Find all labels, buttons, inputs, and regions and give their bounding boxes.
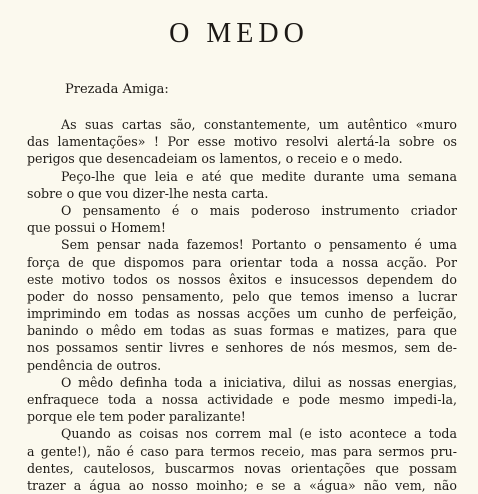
page-title: O MEDO <box>169 18 309 49</box>
salutation: Prezada Amiga: <box>65 82 169 97</box>
letter-body <box>27 116 457 494</box>
text-line: que possui o Homem! <box>27 220 166 236</box>
text-line: este motivo todos os nossos êxitos e insucessos dependem do <box>27 271 457 287</box>
text-line: perigos que desencadeiam os lamentos, o receio e o medo. <box>27 151 403 167</box>
paragraph <box>27 374 457 426</box>
text-line: imprimindo em todas as nossas acções um cunho de perfeição, <box>27 306 457 322</box>
text-line: pendência de outros. <box>27 357 162 373</box>
text-line: trazer a água ao nosso moinho; e se a «água» não vem, não <box>27 478 457 494</box>
text-line: dentes, cautelosos, buscarmos novas orientações que possam <box>27 460 457 476</box>
text-line: força de que dispomos para orientar toda a nossa acção. Por <box>27 254 457 270</box>
text-line: As suas cartas são, constantemente, um autêntico «muro <box>61 117 457 132</box>
text-line: poder do nosso pensamento, pelo que temos imenso a lucrar <box>27 288 457 304</box>
paragraph <box>27 116 457 168</box>
text-line: O pensamento é o mais poderoso instrumento criador <box>61 202 457 218</box>
text-line: Peço-lhe que leia e até que medite durante uma semana <box>61 168 457 184</box>
paragraph <box>27 202 457 236</box>
text-line: a gente!), não é caso para termos receio, mas para sermos pru- <box>27 443 457 459</box>
text-line: enfraquece toda a nossa actividade e pode mesmo impedi-la, <box>27 392 457 408</box>
text-line: nos possamos sentir livres e senhores de nós mesmos, sem de- <box>27 340 457 356</box>
text-line: sobre o que vou dizer-lhe nesta carta. <box>27 185 269 201</box>
paragraph <box>27 168 457 202</box>
text-line: porque ele tem poder paralizante! <box>27 409 246 425</box>
paragraph <box>27 236 457 374</box>
paragraph <box>27 425 457 494</box>
text-line: Quando as coisas nos correm mal (e isto acontece a toda <box>61 426 457 442</box>
text-line: Sem pensar nada fazemos! Portanto o pensamento é uma <box>61 237 457 253</box>
text-line: das lamentações» ! Por esse motivo resolvi alertá-la sobre os <box>27 134 457 150</box>
text-line: O mêdo definha toda a iniciativa, dilui as nossas energias, <box>61 374 457 390</box>
text-line: banindo o mêdo em todas as suas formas e matizes, para que <box>27 323 457 339</box>
